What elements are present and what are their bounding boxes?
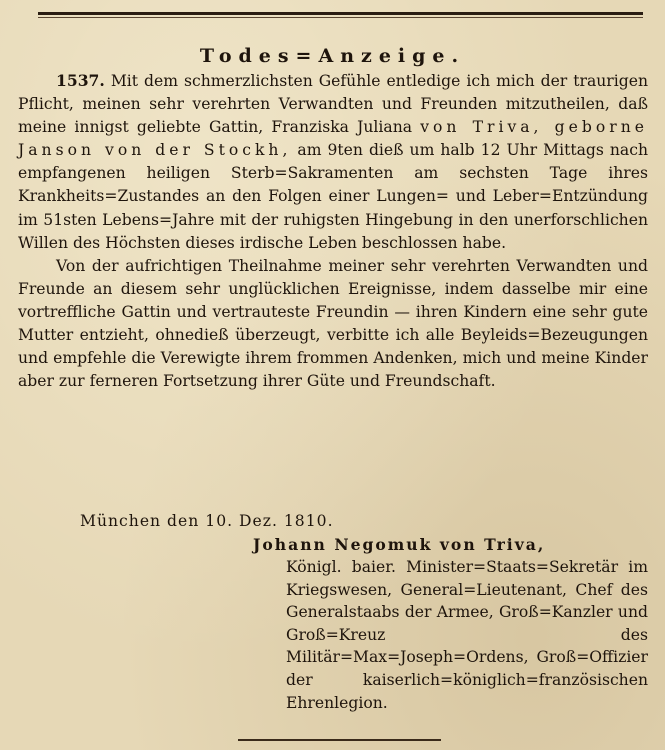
notice-body <box>18 69 648 393</box>
paragraph-1-remainder: am 9ten dieß um halb 12 Uhr Mittags nach empfangenen heiligen Sterb=Sakramenten am sechsten Tage ihres Krankheits=Zustandes an den Folgen einer Lungen= und Leber=Entzündung im 51sten Lebens=Jahre mit der ruhigsten Hingebung in den unerforschlichen Willen des Höchsten dieses irdische Leben beschlossen habe. <box>18 141 648 252</box>
bottom-rule <box>238 739 441 741</box>
top-rule-thick <box>38 12 643 15</box>
top-rule-thin <box>38 17 643 18</box>
paragraph-1-opening: Mit dem schmerzlichsten Gefühle entledige ich mich der traurigen Pflicht, meinen sehr verehrten Verwandten und Freunden mitzutheilen, daß meine innigst geliebte Gattin, Franziska Juliana <box>18 72 648 137</box>
signer-titles: Königl. baier. Minister=Staats=Sekretär im Kriegswesen, General=Lieutenant, Chef des Generalstaabs der Armee, Groß=Kanzler und Groß=Kreuz des Militär=Max=Joseph=Ordens, Groß=Offizier der kaiserlich=königlich=französischen Ehrenlegion. <box>286 558 648 712</box>
notice-paragraph-1 <box>18 69 648 255</box>
notice-number: 1537. <box>56 71 105 90</box>
signer-name: Johann Negomuk von Triva, <box>253 535 546 554</box>
wife-name: von Triva, geborne Janson von der Stockh, <box>18 118 648 160</box>
notice-paragraph-2: Von der aufrichtigen Theilnahme meiner sehr verehrten Verwandten und Freunde an diesem sehr unglücklichen Ereignisse, indem dasselbe mir eine vortreffliche Gattin und vertrauteste Freundin — ihren Kindern eine sehr gute Mutter entzieht, ohnedieß überzeugt, verbitte ich alle Beyleids=Bezeugungen und empfehle die Verewigte ihrem frommen Andenken, mich und meine Kinder aber zur ferneren Fortsetzung ihrer Güte und Freundschaft. <box>18 256 648 391</box>
notice-heading: Todes=Anzeige. <box>199 45 466 67</box>
dateline: München den 10. Dez. 1810. <box>80 512 334 530</box>
